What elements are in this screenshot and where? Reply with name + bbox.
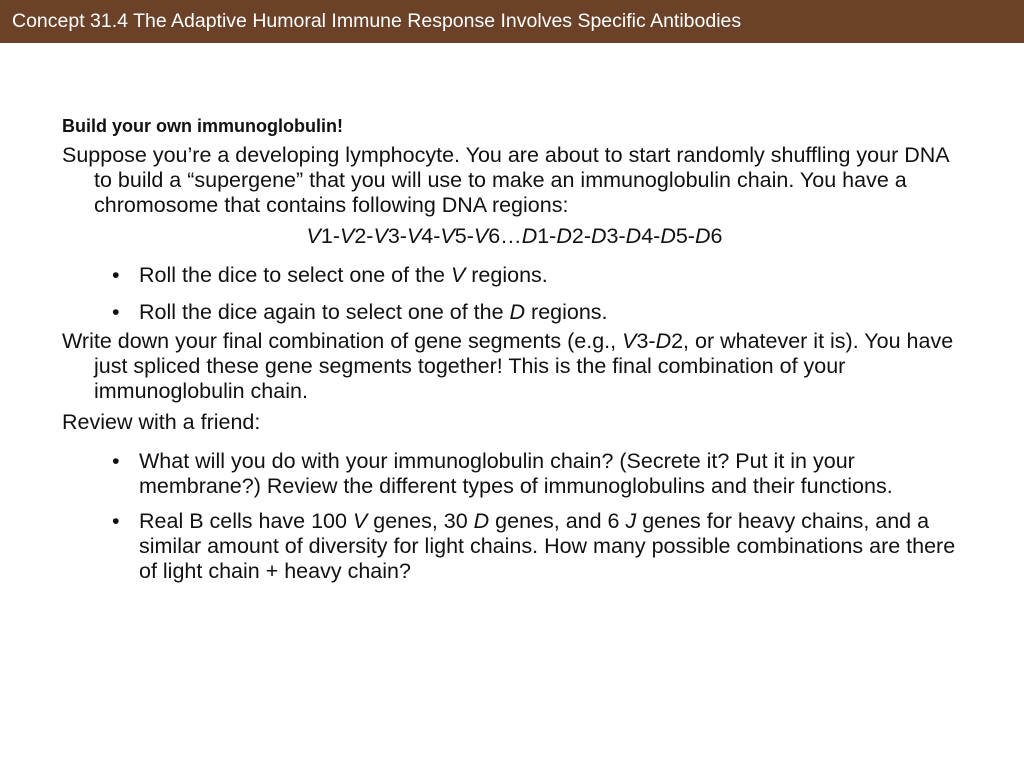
seq-part: 4- (641, 224, 661, 248)
bullet-immunoglobulin-use: • What will you do with your immunoglobulin chain? (Secrete it? Put it in your membrane?) Review the different types of immunoglobulins and their functions. (112, 449, 893, 498)
seq-part: D (591, 224, 607, 248)
write-down-paragraph: Write down your final combination of gene segments (e.g., V3-D2, or whatever it is). You have just spliced these gene segments together! This is the final combination of your immunoglobulin chain. (62, 329, 954, 403)
seq-part: V (373, 224, 388, 248)
review-paragraph: Review with a friend: (62, 410, 261, 434)
seq-part: V (306, 224, 321, 248)
bullet-combinations: • Real B cells have 100 V genes, 30 D genes, and 6 J genes for heavy chains, and a similar amount of diversity for light chains. How many possible combinations are there of light chain + heavy chain? (112, 509, 956, 583)
seq-part: V (473, 224, 489, 248)
seq-part: 1- (537, 224, 557, 248)
slide-title: Concept 31.4 The Adaptive Humoral Immune Response Involves Specific Antibodies (12, 10, 742, 32)
seq-part: 2- (571, 224, 591, 248)
bullet-dot: • (112, 449, 120, 473)
seq-part: 3- (387, 224, 407, 248)
seq-part: D (694, 224, 711, 248)
seq-part: 6 (710, 224, 723, 248)
seq-part: 1- (320, 224, 340, 248)
slide-title-bar (0, 0, 1024, 43)
seq-part: 5- (454, 224, 474, 248)
activity-heading: Build your own immunoglobulin! (62, 116, 343, 136)
bullet-roll-d: • Roll the dice again to select one of the D regions. (112, 300, 608, 324)
seq-part: 6… (488, 224, 522, 248)
seq-part: V (340, 224, 355, 248)
seq-part: 2- (354, 224, 374, 248)
bullet-roll-v: • Roll the dice to select one of the V regions. (112, 263, 548, 287)
seq-part: 4- (421, 224, 441, 248)
dna-region-sequence (62, 224, 967, 249)
seq-part: D (521, 224, 538, 248)
seq-part: D (660, 224, 676, 248)
seq-part: D (556, 224, 572, 248)
seq-part: 5- (675, 224, 695, 248)
seq-part: V (406, 224, 422, 248)
seq-part: V (440, 224, 455, 248)
bullet-dot: • (112, 509, 120, 533)
slide-body (62, 116, 967, 594)
intro-paragraph: Suppose you’re a developing lymphocyte. You are about to start randomly shuffling your DNA to build a “supergene” that you will use to make an immunoglobulin chain. You have a chromosome that contains following DNA regions: (62, 143, 949, 217)
seq-part: 3- (606, 224, 626, 248)
bullet-dot: • (112, 300, 120, 324)
bullet-dot: • (112, 263, 120, 287)
seq-part: D (625, 224, 642, 248)
